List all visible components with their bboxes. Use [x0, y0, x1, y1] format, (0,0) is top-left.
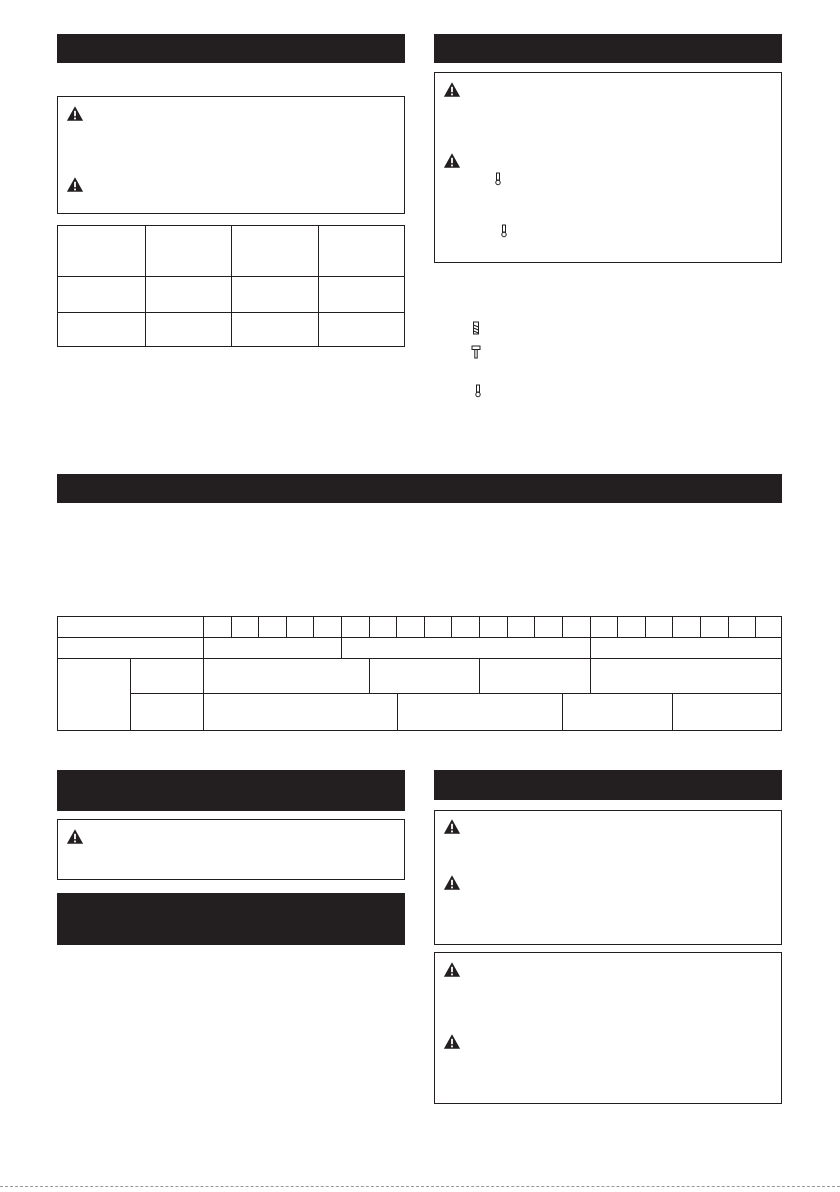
table-col-divider [590, 617, 591, 658]
section-header-bar [57, 770, 405, 811]
warning-box [57, 819, 405, 880]
page-footer-edge [0, 1186, 840, 1192]
warning-triangle-icon [66, 176, 84, 193]
table-col-divider [479, 617, 480, 637]
warning-triangle-icon [443, 818, 461, 835]
table-col-divider [313, 617, 314, 637]
spec-table [57, 225, 405, 347]
table-col-divider [258, 617, 259, 637]
table-col-divider [203, 617, 204, 730]
table-col-divider [672, 693, 673, 730]
drill-bit-icon [471, 321, 481, 335]
section-header-bar [57, 893, 405, 945]
warning-triangle-icon [443, 1033, 461, 1050]
table-col-divider [369, 658, 370, 693]
table-col-divider [645, 617, 646, 637]
table-col-divider [369, 617, 370, 637]
table-col-divider [130, 658, 131, 730]
table-row-divider [58, 658, 781, 659]
section-header-bar [434, 34, 782, 63]
hammer-icon [471, 345, 481, 359]
warning-box [434, 952, 782, 1104]
section-header-bar [57, 34, 405, 63]
screw-icon [499, 224, 509, 238]
table-col-divider [617, 617, 618, 637]
warning-box [434, 810, 782, 945]
table-row-divider [58, 637, 781, 638]
table-row-divider [130, 693, 781, 694]
table-col-divider [231, 617, 232, 637]
table-col-divider [562, 617, 563, 637]
table-col-divider [145, 226, 146, 346]
table-col-divider [424, 617, 425, 637]
section-header-bar [434, 770, 782, 800]
section-header-bar [57, 474, 782, 503]
table-col-divider [318, 226, 319, 346]
screw-icon [473, 384, 483, 398]
table-col-divider [396, 617, 397, 637]
table-col-divider [562, 693, 563, 730]
table-col-divider [341, 617, 342, 658]
table-col-divider [728, 617, 729, 637]
table-col-divider [590, 658, 591, 693]
warning-triangle-icon [443, 874, 461, 891]
table-col-divider [755, 617, 756, 637]
warning-box [434, 72, 782, 263]
table-col-divider [231, 226, 232, 346]
warning-box [57, 96, 405, 214]
table-col-divider [672, 617, 673, 637]
settings-table [57, 616, 782, 731]
warning-triangle-icon [66, 105, 84, 122]
table-col-divider [397, 693, 398, 730]
table-col-divider [507, 617, 508, 637]
screw-icon [493, 172, 503, 186]
table-col-divider [534, 617, 535, 637]
warning-triangle-icon [443, 961, 461, 978]
warning-triangle-icon [66, 828, 84, 845]
warning-triangle-icon [443, 152, 461, 169]
table-col-divider [479, 658, 480, 693]
table-col-divider [286, 617, 287, 637]
table-col-divider [700, 617, 701, 637]
warning-triangle-icon [443, 81, 461, 98]
table-col-divider [451, 617, 452, 637]
